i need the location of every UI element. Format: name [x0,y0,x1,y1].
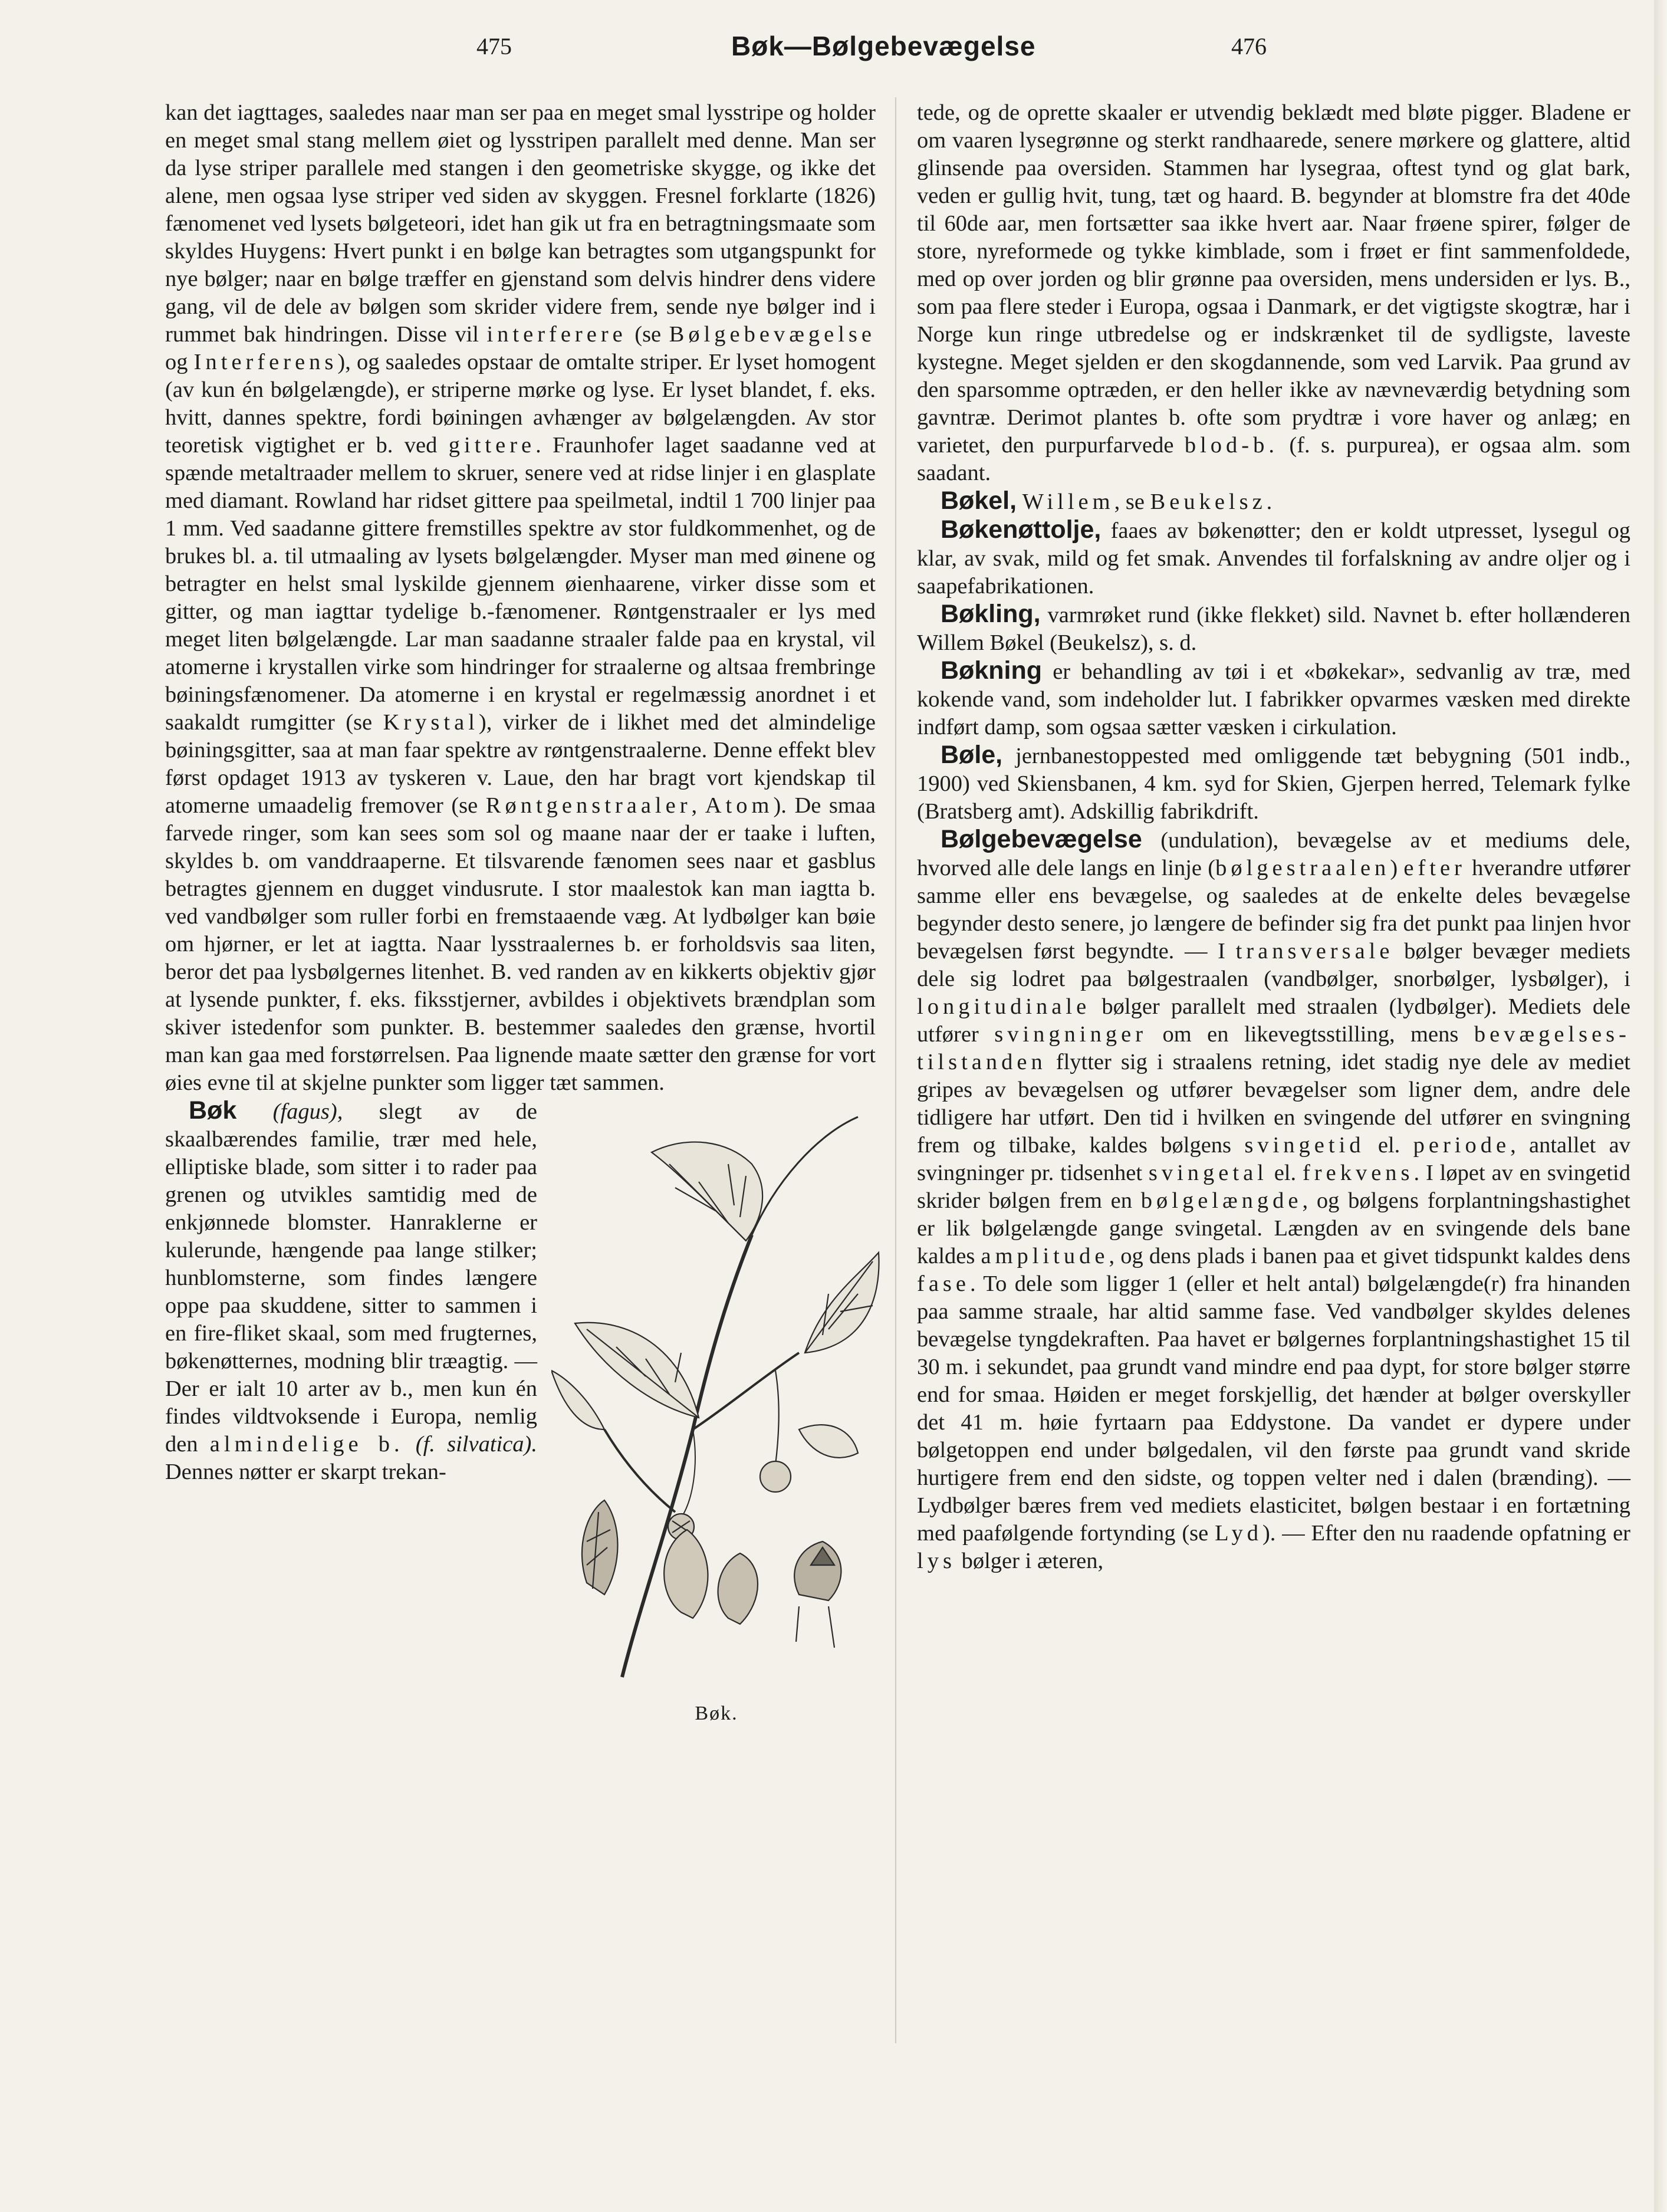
text-run: , se [1114,489,1150,514]
text-run: om en likevegtsstilling, mens [1147,1022,1474,1047]
book-spine-edge [1654,0,1667,2212]
spaced-term: svingetal [1148,1161,1268,1185]
spaced-term: longitudinale [917,994,1091,1019]
spaced-term: periode [1413,1133,1511,1158]
headword-bole: Bøle, [941,741,1003,769]
spaced-term: lys [917,1549,956,1573]
text-run: flytter sig i straalens retning, idet stadig nye dele av mediet gripes av bevægelsen og utfører bevægelser som ligner dem, andre dele tidligere har utført. Den tid i hvilken en svingende del utfører en svingning frem og tilbake, kaldes bølgens [917,1050,1630,1158]
column-divider [895,97,896,2043]
text-run: ), og saaledes opstaar de omtalte striper. Er lyset homogent (av kun én bølgelængde), er striperne mørke og lyse. Er lyset blandet, f. eks. hvitt, dannes spektre, fordi bøiningen avhænger av bølgelængden. Av stor teoretisk vigtighet er b. ved [165,350,876,458]
cross-reference[interactable]: Bølgebevægelse [669,322,876,347]
spaced-term: interferere [486,322,627,347]
beech-branch-drawing [551,1099,882,1695]
text-run: ). — Efter den nu raadende opfatning er [1262,1521,1630,1546]
latin-name: (fagus), [272,1099,343,1124]
spaced-term: efter [1403,856,1466,880]
text-run: hverandre utfører samme eller ens bevægelse, og saaledes at de enkelte deles bevægelse begynder desto senere, jo længere de befinder sig fra det punkt paa linjen hvor bevægelsen først begyndte. — I [917,856,1630,964]
page-header [0,32,1667,80]
spaced-term: fase [917,1271,970,1296]
text-run: bølger i æteren, [955,1549,1104,1573]
text-run: . I løpet av en svingetid skrider bølgen frem en [917,1161,1630,1213]
spaced-term: bevægelses-tilstanden [917,1022,1630,1074]
entry-bokning [917,657,1630,741]
text-run: (undulation), bevægelse av et mediums dele, hvorved alle dele langs en linje ( [917,828,1630,880]
page-number-left: 475 [476,33,512,60]
text-run: , [691,793,705,818]
figure-caption: Bøk. [695,1702,738,1724]
headword-bokling: Bøkling, [941,600,1041,628]
text-run: ), virker de i likhet med det almindelige bøiningsgitter, saa at man faar spektre av røntgenstraalerne. Denne effekt blev først opdaget 1913 av tyskeren v. Laue, den har bragt vort kjendskap til atomerne umaadelig fremover (se [165,710,876,818]
text-run: , antallet av svingninger pr. tidsenhet [917,1133,1630,1185]
latin-name: (f. silvatica). [403,1432,537,1457]
text-run: , og dens plads i banen paa et givet tidspunkt kaldes dens [1109,1244,1630,1268]
spaced-term: blod-b. [1184,433,1279,458]
spaced-term: svingetid [1244,1133,1365,1158]
running-title: Bøk—Bølgebevægelse [731,31,1036,61]
cross-reference[interactable]: Interferens [193,350,338,374]
text-run: , og bølgens forplantningshastighet er lik bølgelængde gange svingetal. Længden av en svingende dels bane kaldes [917,1188,1630,1268]
spaced-term: bølgestraalen [1215,856,1390,880]
entry-bolgebevaegelse [917,826,1630,1575]
text-run: Dennes nøtter er skarpt trekan- [165,1460,446,1484]
entry-bokel [917,487,1630,516]
spaced-term: svingninger [994,1022,1147,1047]
cross-reference[interactable]: Atom [705,793,774,818]
spaced-term: frekvens [1302,1161,1414,1185]
bojning-continuation [165,99,876,1097]
entry-bokenottolje [917,516,1630,600]
text-run: el. [1267,1161,1303,1185]
text-run: tede, og de oprette skaaler er utvendig beklædt med bløte pigger. Bladene er om vaaren lysegrønne og sterkt randhaarede, senere mørkere og glattere, altid glinsende paa oversiden. Stammen har lysegraa, oftest tynd og glat bark, veden er gullig hvit, tung, tæt og haard. B. begynder at blomstre fra det 40de til 60de aar, men fortsætter saa ikke hvert aar. Naar frøene spirer, følger de store, nyreformede og tykke kimblade, som i frøet er fint sammenfoldede, med op over jorden og blir grønne paa oversiden, mens undersiden er lys. B., som paa flere steder i Europa, ogsaa i Danmark, er det vigtigste skogtræ, har i Norge kun ringe utbredelse og er indskrænket til de sydligste, laveste kystegne. Meget sjelden er den skogdannende, som ved Larvik. Paa grund av den sparsomme optræden, er den heller ikke av nævneværdig betydning som gavntræ. Derimot plantes b. ofte som prydtræ i vore haver og anlæg; en varietet, den purpurfarvede [917,100,1630,458]
text-run: el. [1364,1133,1413,1158]
text-run: slegt av de skaalbærendes familie, trær med hele, elliptiske blade, som sitter i to rader paa grenen og utvikles samtidig med de enkjønnede blomster. Hanraklerne er kulerunde, hængende paa lange stilker; hunblomsterne, som findes længere oppe paa skuddene, sitter to sammen i en fire-fliket skaal, som med frugternes, bøkenøtternes, modning blir træagtig. — Der er ialt 10 arter av b., men kun én findes vildtvoksende i Europa, nemlig den [165,1099,538,1457]
text-run: og [165,350,194,374]
cross-reference[interactable]: Lyd [1215,1521,1262,1546]
headword-bokel: Bøkel, [941,487,1017,515]
text-run: kan det iagttages, saaledes naar man ser paa en meget smal lysstripe og holder en meget smal stang mellem øiet og lysstripen parallelt med denne. Man ser da lyse striper parallele med stangen i den geometriske skygge, og ikke det alene, men ogsaa lyse striper ved siden av skyggen. Fresnel forklarte (1826) fænomenet ved lysets bølgeteori, idet han gik ut fra en betragtningsmaate som skyldes Huygens: Hvert punkt i en bølge kan betragtes som utgangspunkt for nye bølger; naar en bølge træffer en gjenstand som delvis hindrer dens videre gang, vil de dele av bølgen som skrider videre frem, sende nye bølger ind i rummet bak hindringen. Disse vil [165,100,876,347]
text-run: . Fraunhofer laget saadanne ved at spænde metaltraader mellem to skruer, senere ved at ridse linjer i en glasplate med diamant. Rowland har ridset gittere paa speilmetal, indtil 1 700 linjer paa 1 mm. Ved saadanne gittere fremstilles spektre av stor fuldkommenhet, og de brukes bl. a. til utmaaling av lysets bølgelængder. Myser man med øinene og betragter en helst smal lyskilde gjennem øienhaarene, virker disse som et gitter, og man iagttar tydelige b.-fænomener. Røntgenstraaler er lys med meget liten bølgelængde. Lar man saadanne straaler falde paa en krystal, vil atomerne i krystallen virke som hindringer for straalerne og altsaa frembringe bøiningsfænomener. Da atomerne i en krystal er regelmæssig anordnet i et saakaldt rumgitter (se [165,433,876,735]
headword-bokenottolje: Bøkenøttolje, [941,515,1102,544]
text-run: varmrøket rund (ikke flekket) sild. Navnet b. efter hollænderen Willem Bøkel (Beukelsz), s. d. [917,603,1630,655]
text-run: ) [1390,856,1404,880]
text-run: bølger bevæger mediets dele sig lodret paa bølgestraalen (vandbølger, snorbølger, lysbølger), i [917,939,1631,991]
left-column [165,99,876,1724]
beech-illustration [551,1099,882,1724]
cross-reference[interactable]: Beukelsz [1150,489,1267,514]
cross-reference[interactable]: Willem [1022,489,1114,514]
text-run: er behandling av tøi i et «bøkekar», sedvanlig av træ, med kokende vand, som indeholder lut. I fabrikker opvarmes væsken med direkte indført damp, som ogsaa sætter væsken i cirkulation. [917,659,1630,739]
spaced-term: amplitude [981,1244,1109,1268]
entry-bokling [917,600,1630,657]
headword-bokning: Bøkning [941,656,1042,685]
entry-bole [917,741,1630,826]
text-run: . To dele som ligger 1 (eller et helt antal) bølgelængde(r) fra hinanden paa samme straale, har altid samme fase. Ved vandbølger skyldes delenes bevægelse tyngdekraften. Paa havet er bølgernes forplantningshastighet 15 til 30 m. i sekundet, paa grundt vand mindre end paa dypt, for store bølger større end for smaa. Høiden er meget forskjellig, det hænder at bølger overskyller det 41 m. høie fyrtaarn paa Eddystone. Da vandet er dypere under bølgetoppen end under bølgedalen, vil den første paa grundt vand skride hurtigere frem end den sidste, og toppen velter ned i dalen (brænding). — Lydbølger bæres frem ved mediets elasticitet, bølgen bestaar i en fortætning med paafølgende fortynding (se [917,1271,1630,1546]
text-run: (se [626,322,669,347]
spaced-term: almindelige b. [209,1432,404,1457]
text-run: ). De smaa farvede ringer, som kan sees som sol og maane naar der er taake i luften, skyldes b. om vanddraaperne. Et tilsvarende fænomen sees naar et gasblus betragtes gjennem en dugget vindusrute. I stor maalestok kan man iagtta b. ved vandbølger som ruller forbi en fremstaaende væg. At lydbølger kan bøie om hjørner, er let at iagtta. Naar lysstraalernes b. er forholdsvis saa liten, beror det paa lysbølgernes litenhet. B. ved randen av en kikkerts objektiv gjør at lysende punkter, f. eks. fiksstjerner, avbildes i objektivets brændplan som skiver istedenfor som punkter. B. bestemmer saaledes den grænse, hvortil man kan gaa med forstørrelsen. Paa lignende maate sætter den grænse for vort øies evne til at skjelne punkter som ligger tæt sammen. [165,793,876,1095]
bok-continuation [917,99,1630,487]
cross-reference[interactable]: Krystal [383,710,479,735]
text-run: (f. s. purpurea), er ogsaa alm. som saadant. [917,433,1630,485]
text-run: . [1266,489,1273,514]
text-run: faaes av bøkenøtter; den er koldt utpresset, lysegul og klar, av svak, mild og fet smak. Anvendes til forfalskning av andre oljer og i saapefabrikationen. [917,518,1630,599]
headword-bolgebevaegelse: Bølgebevægelse [941,825,1142,853]
text-run: bølger parallelt med straalen (lydbølger). Mediets dele utfører [917,994,1630,1047]
spaced-term: transversale [1235,939,1394,964]
spaced-term: gittere [448,433,536,458]
cross-reference[interactable]: Røntgenstraaler [485,793,692,818]
text-run: jernbanestoppested med omliggende tæt bebygning (501 indb., 1900) ved Skiensbanen, 4 km. syd for Skien, Gjerpen herred, Telemark fylke (Bratsberg amt). Adskillig fabrikdrift. [917,744,1630,824]
spaced-term: bølgelængde [1140,1188,1303,1213]
right-column [917,99,1630,1575]
headword-bok: Bøk [189,1096,237,1125]
page-number-right: 476 [1231,33,1267,60]
